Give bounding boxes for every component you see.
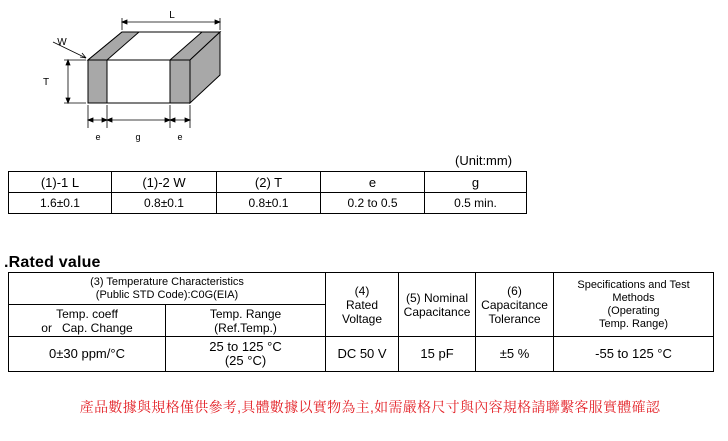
value-L: 1.6±0.1 — [9, 193, 112, 214]
header-L: (1)-1 L — [9, 172, 112, 193]
header-W: (1)-2 W — [112, 172, 217, 193]
nominal-capacitance-value: 15 pF — [399, 337, 476, 372]
header-T: (2) T — [217, 172, 321, 193]
label-e-left: e — [95, 132, 101, 142]
temp-range-header: Temp. Range (Ref.Temp.) — [166, 305, 326, 337]
temp-characteristics-header: (3) Temperature Characteristics (Public STD Code):C0G(EIA) — [9, 273, 326, 305]
chip-body — [88, 32, 220, 103]
tolerance-value: ±5 % — [476, 337, 554, 372]
nominal-capacitance-header: (5) Nominal Capacitance — [399, 273, 476, 337]
label-L: L — [169, 10, 175, 21]
rated-value-table — [8, 272, 714, 372]
label-g: g — [135, 132, 141, 142]
specifications-header: Specifications and Test Methods (Operating Temp. Range) — [554, 273, 714, 337]
rated-value-row — [9, 337, 714, 372]
value-e: 0.2 to 0.5 — [321, 193, 425, 214]
value-g: 0.5 min. — [425, 193, 527, 214]
rated-value-title: .Rated value — [4, 254, 101, 271]
label-e-right: e — [177, 132, 183, 142]
temp-coeff-value: 0±30 ppm/°C — [9, 337, 166, 372]
header-e: e — [321, 172, 425, 193]
value-W: 0.8±0.1 — [112, 193, 217, 214]
dimension-header-row — [9, 172, 527, 193]
front-electrode-right — [170, 60, 190, 103]
capacitance-tolerance-header: (6) Capacitance Tolerance — [476, 273, 554, 337]
front-electrode-left — [88, 60, 107, 103]
chip-dimension-diagram — [0, 0, 260, 150]
disclaimer-notice: 產品數據與規格僅供參考,具體數據以實物為主,如需嚴格尺寸與內容規格請聯繫客服實體確認 — [79, 399, 661, 415]
temp-range-value: 25 to 125 °C (25 °C) — [166, 337, 326, 372]
operating-range-value: -55 to 125 °C — [554, 337, 714, 372]
dimension-table — [8, 171, 527, 214]
temp-coeff-header: Temp. coeff or Cap. Change — [9, 305, 166, 337]
rated-header-row-1 — [9, 273, 714, 305]
header-g: g — [425, 172, 527, 193]
label-T: T — [42, 77, 50, 88]
rated-voltage-header: (4) Rated Voltage — [326, 273, 399, 337]
rated-voltage-value: DC 50 V — [326, 337, 399, 372]
dimension-value-row — [9, 193, 527, 214]
value-T: 0.8±0.1 — [217, 193, 321, 214]
unit-label: (Unit:mm) — [455, 153, 513, 168]
label-W: W — [57, 37, 67, 48]
